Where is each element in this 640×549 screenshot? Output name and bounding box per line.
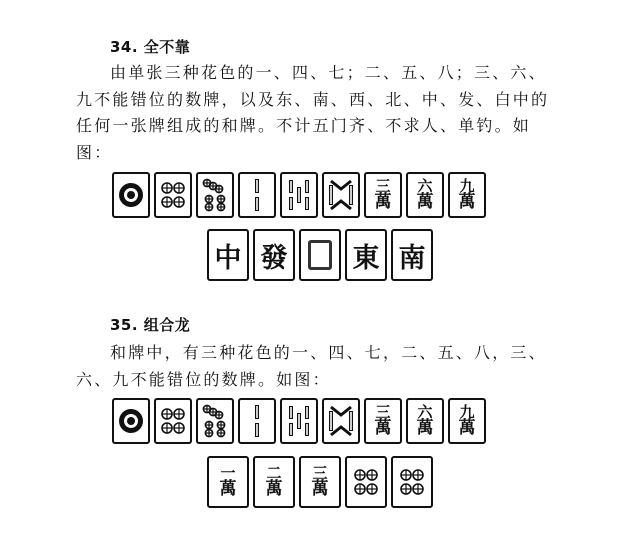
section-34-body: [76, 60, 549, 166]
mahjong-tile: [280, 398, 318, 444]
tile-unit: 萬: [458, 418, 476, 438]
mahjong-tile: [238, 398, 276, 444]
mahjong-tile: [345, 456, 387, 508]
section-34-line: 由单张三种花色的一、四、七；二、五、八；三、六、: [110, 63, 547, 82]
tile-numeral: 三: [312, 464, 328, 482]
dots-pattern: [398, 465, 426, 499]
mahjong-tile: [253, 229, 295, 281]
mahjong-tile: [364, 398, 402, 444]
tile-numeral: 三: [375, 177, 391, 195]
tile-unit: 萬: [374, 192, 392, 212]
mahjong-tile: [154, 398, 192, 444]
mahjong-tile: [448, 398, 486, 444]
tile-numeral: 九: [459, 403, 475, 421]
mahjong-tile: [406, 398, 444, 444]
tile-honor-glyph: 發: [260, 242, 288, 274]
section-35-line: 和牌中，有三种花色的一、四、七，二、五、八，三、: [110, 343, 547, 362]
mahjong-tile: [112, 398, 150, 444]
section-34-line: 九不能错位的数牌，以及东、南、西、北、中、发、白中的: [76, 89, 550, 109]
bamboo-pattern: [243, 403, 271, 439]
mahjong-tile: [322, 398, 360, 444]
dots-pattern: [117, 404, 145, 438]
section-34-tiles-row-2: [207, 229, 433, 281]
section-35-tiles-row-2: [207, 456, 433, 508]
dots-pattern: [201, 178, 229, 212]
mahjong-tile: [253, 456, 295, 508]
bamboo-pattern: [285, 177, 313, 213]
mahjong-tile: [322, 172, 360, 218]
dots-pattern: [117, 178, 145, 212]
tile-honor-glyph: 中: [214, 242, 242, 274]
tile-unit: 萬: [265, 479, 283, 499]
tile-numeral: 一: [220, 464, 236, 482]
mahjong-tile: [196, 398, 234, 444]
tile-unit: 萬: [219, 479, 237, 499]
mahjong-tile: [406, 172, 444, 218]
dots-pattern: [159, 404, 187, 438]
dots-pattern: [352, 465, 380, 499]
bamboo-pattern: [327, 177, 355, 213]
mahjong-tile: [345, 229, 387, 281]
tile-honor-glyph: 東: [352, 242, 380, 274]
mahjong-tile: [238, 172, 276, 218]
dots-pattern: [201, 404, 229, 438]
tile-numeral: 六: [417, 177, 433, 195]
section-34-tiles-row-1: [112, 172, 486, 218]
section-35-line: 六、九不能错位的数牌。如图：: [76, 369, 331, 389]
section-35-body: [76, 340, 547, 393]
tile-unit: 萬: [416, 418, 434, 438]
tile-numeral: 九: [459, 177, 475, 195]
mahjong-tile: [207, 456, 249, 508]
section-34-line: 任何一张牌组成的和牌。不计五门齐、不求人、单钓。如: [76, 116, 532, 135]
mahjong-tile: [299, 229, 341, 281]
bamboo-pattern: [327, 403, 355, 439]
tile-unit: 萬: [374, 418, 392, 438]
section-34-heading: 34. 全不靠: [110, 38, 191, 56]
mahjong-tile: [112, 172, 150, 218]
mahjong-tile: [448, 172, 486, 218]
mahjong-tile: [196, 172, 234, 218]
mahjong-tile: [391, 456, 433, 508]
tile-unit: 萬: [311, 479, 329, 499]
section-35-heading: 35. 组合龙: [110, 316, 191, 334]
mahjong-tile: [207, 229, 249, 281]
bamboo-pattern: [285, 403, 313, 439]
tile-numeral: 二: [266, 464, 282, 482]
tile-unit: 萬: [458, 192, 476, 212]
section-35-tiles-row-1: [112, 398, 486, 444]
mahjong-tile: [364, 172, 402, 218]
mahjong-tile: [280, 172, 318, 218]
tile-numeral: 六: [417, 403, 433, 421]
mahjong-tile: [391, 229, 433, 281]
white-dragon-frame: [308, 240, 332, 270]
bamboo-pattern: [243, 177, 271, 213]
tile-unit: 萬: [416, 192, 434, 212]
tile-honor-glyph: 南: [398, 242, 426, 274]
dots-pattern: [159, 178, 187, 212]
tile-numeral: 三: [375, 403, 391, 421]
mahjong-tile: [154, 172, 192, 218]
section-34-line: 图：: [76, 142, 113, 162]
mahjong-tile: [299, 456, 341, 508]
